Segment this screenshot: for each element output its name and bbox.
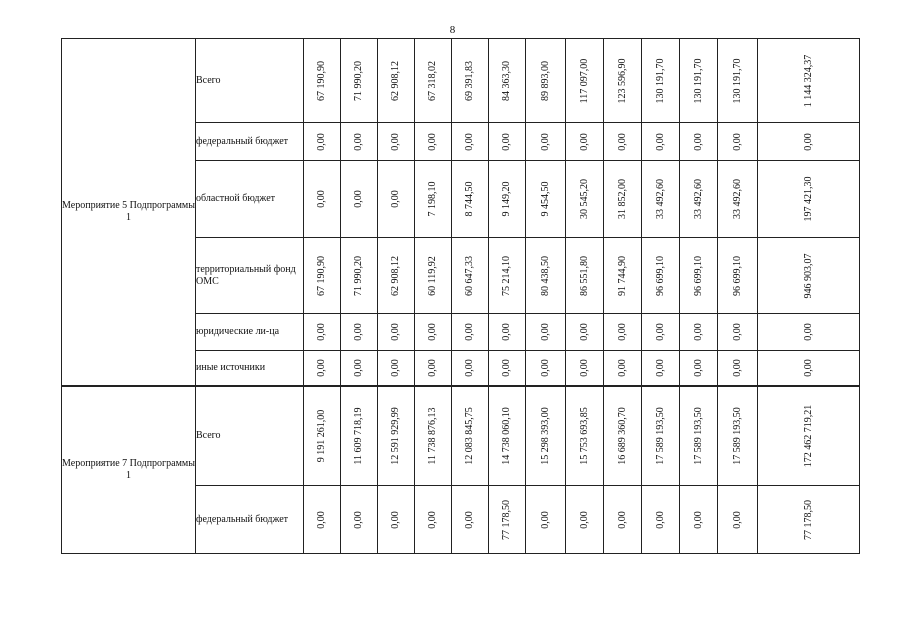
value-cell — [304, 314, 341, 351]
value-text: 0,00 — [616, 359, 628, 377]
value-text: 17 589 193,50 — [692, 407, 704, 465]
value-text: 0,00 — [616, 323, 628, 341]
value-cell — [341, 486, 378, 554]
total-cell — [758, 314, 860, 351]
value-text: 0,00 — [654, 323, 666, 341]
value-cell — [526, 314, 566, 351]
value-cell — [604, 161, 642, 238]
value-text: 0,00 — [353, 510, 364, 529]
total-cell — [758, 39, 860, 123]
value-cell — [304, 386, 341, 486]
funding-source-label: иные источники — [196, 351, 304, 386]
value-text: 0,00 — [501, 132, 512, 151]
value-text: 0,00 — [353, 323, 364, 341]
value-text: 0,00 — [731, 132, 743, 151]
value-cell — [489, 386, 526, 486]
value-text: 0,00 — [464, 323, 475, 341]
value-cell — [642, 39, 680, 123]
value-text: 15 753 693,85 — [578, 407, 590, 465]
total-cell — [758, 486, 860, 554]
value-text: 0,00 — [731, 510, 743, 529]
value-text: 71 990,20 — [353, 255, 364, 296]
value-text: 67 190,90 — [316, 255, 327, 296]
value-text: 0,00 — [427, 323, 438, 341]
value-text: 0,00 — [427, 510, 438, 529]
value-text: 0,00 — [353, 190, 364, 208]
value-cell — [526, 161, 566, 238]
value-cell — [341, 314, 378, 351]
value-text: 71 990,20 — [353, 60, 364, 101]
value-cell — [378, 39, 415, 123]
value-cell — [526, 351, 566, 386]
value-cell — [452, 39, 489, 123]
value-cell — [604, 314, 642, 351]
measure-label: Мероприятие 7 Подпрограммы 1 — [62, 386, 196, 554]
value-text: 11 738 876,13 — [427, 407, 438, 465]
value-text: 0,00 — [692, 132, 704, 151]
value-text: 86 551,80 — [578, 255, 590, 296]
value-cell — [526, 39, 566, 123]
value-cell — [415, 238, 452, 314]
value-cell — [304, 161, 341, 238]
total-cell — [758, 386, 860, 486]
value-text: 75 214,10 — [501, 255, 512, 296]
value-cell — [489, 314, 526, 351]
value-text: 77 178,50 — [802, 499, 814, 540]
value-text: 30 545,20 — [578, 179, 590, 219]
value-text: 0,00 — [353, 132, 364, 151]
value-cell — [304, 486, 341, 554]
value-text: 0,00 — [390, 190, 401, 208]
total-cell — [758, 123, 860, 161]
value-text: 0,00 — [539, 323, 551, 341]
value-text: 12 591 929,99 — [390, 407, 401, 465]
funding-source-label: федеральный бюджет — [196, 123, 304, 161]
value-cell — [378, 386, 415, 486]
value-text: 0,00 — [390, 323, 401, 341]
value-cell — [415, 123, 452, 161]
value-text: 0,00 — [692, 359, 704, 377]
value-text: 0,00 — [578, 510, 590, 529]
funding-source-label: областной бюджет — [196, 161, 304, 238]
value-cell — [489, 486, 526, 554]
value-text: 15 298 393,00 — [539, 407, 551, 465]
value-text: 123 596,90 — [616, 58, 628, 103]
value-cell — [415, 314, 452, 351]
value-cell — [415, 351, 452, 386]
value-text: 69 391,83 — [464, 60, 475, 101]
value-text: 62 908,12 — [390, 60, 401, 101]
value-text: 77 178,50 — [501, 499, 512, 540]
value-cell — [341, 351, 378, 386]
value-cell — [566, 161, 604, 238]
value-text: 0,00 — [578, 359, 590, 377]
value-cell — [566, 123, 604, 161]
value-cell — [566, 238, 604, 314]
value-text: 0,00 — [353, 359, 364, 377]
value-text: 0,00 — [578, 132, 590, 151]
value-cell — [718, 238, 758, 314]
value-cell — [526, 238, 566, 314]
value-text: 16 689 360,70 — [616, 407, 628, 465]
value-text: 33 492,60 — [654, 179, 666, 219]
value-cell — [378, 314, 415, 351]
value-text: 0,00 — [316, 132, 327, 151]
value-cell — [604, 39, 642, 123]
value-text: 0,00 — [654, 132, 666, 151]
value-text: 96 699,10 — [731, 255, 743, 296]
value-cell — [489, 351, 526, 386]
value-text: 0,00 — [390, 132, 401, 151]
total-cell — [758, 351, 860, 386]
value-text: 0,00 — [427, 132, 438, 151]
value-cell — [415, 386, 452, 486]
value-cell — [452, 123, 489, 161]
value-text: 0,00 — [316, 190, 327, 208]
value-text: 117 097,00 — [578, 58, 590, 103]
value-text: 33 492,60 — [692, 179, 704, 219]
value-text: 0,00 — [731, 323, 743, 341]
value-text: 33 492,60 — [731, 179, 743, 219]
value-text: 14 738 060,10 — [501, 407, 512, 465]
value-text: 0,00 — [802, 323, 814, 341]
value-cell — [718, 386, 758, 486]
value-cell — [304, 238, 341, 314]
value-cell — [642, 351, 680, 386]
value-text: 0,00 — [501, 323, 512, 341]
value-text: 1 144 324,37 — [802, 54, 814, 107]
value-text: 60 647,33 — [464, 255, 475, 296]
measure-label: Мероприятие 5 Подпрограммы 1 — [62, 39, 196, 386]
value-cell — [526, 486, 566, 554]
value-cell — [341, 386, 378, 486]
value-cell — [341, 161, 378, 238]
value-text: 0,00 — [802, 132, 814, 151]
value-cell — [566, 314, 604, 351]
value-cell — [304, 351, 341, 386]
value-text: 7 198,10 — [427, 181, 438, 217]
value-cell — [415, 486, 452, 554]
value-cell — [604, 386, 642, 486]
value-text: 0,00 — [464, 510, 475, 529]
value-cell — [680, 238, 718, 314]
value-text: 91 744,90 — [616, 255, 628, 296]
value-cell — [680, 39, 718, 123]
value-cell — [566, 39, 604, 123]
total-cell — [758, 161, 860, 238]
value-text: 0,00 — [390, 510, 401, 529]
value-text: 0,00 — [654, 359, 666, 377]
funding-source-label: Всего — [196, 386, 304, 486]
value-text: 0,00 — [692, 323, 704, 341]
value-text: 62 908,12 — [390, 255, 401, 296]
value-text: 0,00 — [539, 359, 551, 377]
value-cell — [566, 386, 604, 486]
total-cell — [758, 238, 860, 314]
value-text: 130 191,70 — [692, 58, 704, 103]
value-text: 0,00 — [578, 323, 590, 341]
value-cell — [642, 238, 680, 314]
value-cell — [718, 161, 758, 238]
value-cell — [642, 123, 680, 161]
value-text: 0,00 — [616, 132, 628, 151]
value-text: 9 191 261,00 — [316, 409, 327, 462]
value-text: 89 893,00 — [539, 60, 551, 101]
value-text: 31 852,00 — [616, 179, 628, 219]
value-cell — [415, 39, 452, 123]
value-cell — [341, 39, 378, 123]
table-row — [62, 386, 860, 486]
value-text: 0,00 — [501, 359, 512, 377]
value-cell — [378, 351, 415, 386]
value-cell — [604, 486, 642, 554]
funding-source-label: юридические ли-ца — [196, 314, 304, 351]
value-cell — [452, 351, 489, 386]
value-text: 8 744,50 — [464, 181, 475, 217]
value-cell — [489, 39, 526, 123]
value-cell — [680, 351, 718, 386]
value-text: 67 190,90 — [316, 60, 327, 101]
value-text: 9 454,50 — [539, 181, 551, 217]
value-cell — [378, 238, 415, 314]
value-cell — [341, 238, 378, 314]
value-text: 0,00 — [802, 359, 814, 377]
value-text: 9 149,20 — [501, 181, 512, 217]
value-cell — [378, 161, 415, 238]
value-cell — [642, 386, 680, 486]
value-cell — [718, 39, 758, 123]
funding-source-label: Всего — [196, 39, 304, 123]
funding-source-label: федеральный бюджет — [196, 486, 304, 554]
value-cell — [718, 351, 758, 386]
value-text: 0,00 — [464, 359, 475, 377]
value-text: 0,00 — [654, 510, 666, 529]
budget-table — [61, 38, 860, 554]
value-text: 67 318,02 — [427, 60, 438, 101]
value-cell — [489, 123, 526, 161]
value-cell — [680, 386, 718, 486]
value-cell — [452, 314, 489, 351]
value-text: 11 609 718,19 — [353, 407, 364, 465]
table-row — [62, 39, 860, 123]
value-cell — [642, 161, 680, 238]
value-cell — [642, 314, 680, 351]
value-text: 17 589 193,50 — [654, 407, 666, 465]
value-text: 80 438,50 — [539, 255, 551, 296]
value-text: 0,00 — [390, 359, 401, 377]
page-number: 8 — [449, 24, 456, 36]
value-cell — [378, 486, 415, 554]
value-cell — [680, 123, 718, 161]
value-text: 0,00 — [427, 359, 438, 377]
value-cell — [718, 123, 758, 161]
value-text: 12 083 845,75 — [464, 407, 475, 465]
value-text: 0,00 — [316, 359, 327, 377]
value-cell — [378, 123, 415, 161]
value-cell — [680, 314, 718, 351]
value-cell — [604, 123, 642, 161]
value-text: 172 462 719,21 — [802, 404, 814, 467]
value-text: 0,00 — [616, 510, 628, 529]
value-text: 0,00 — [464, 132, 475, 151]
value-cell — [304, 39, 341, 123]
value-text: 946 903,07 — [802, 253, 814, 298]
value-cell — [415, 161, 452, 238]
value-cell — [566, 351, 604, 386]
value-cell — [526, 386, 566, 486]
value-cell — [718, 314, 758, 351]
value-text: 0,00 — [731, 359, 743, 377]
value-text: 60 119,92 — [427, 255, 438, 296]
value-cell — [452, 238, 489, 314]
value-cell — [489, 161, 526, 238]
value-text: 0,00 — [539, 132, 551, 151]
value-cell — [566, 486, 604, 554]
value-cell — [452, 486, 489, 554]
value-text: 130 191,70 — [731, 58, 743, 103]
funding-source-label: территориальный фонд ОМС — [196, 238, 304, 314]
value-cell — [680, 486, 718, 554]
value-text: 96 699,10 — [654, 255, 666, 296]
value-cell — [341, 123, 378, 161]
value-cell — [489, 238, 526, 314]
value-text: 84 363,30 — [501, 60, 512, 101]
value-cell — [604, 238, 642, 314]
value-text: 17 589 193,50 — [731, 407, 743, 465]
value-text: 0,00 — [316, 510, 327, 529]
value-cell — [452, 386, 489, 486]
value-cell — [604, 351, 642, 386]
value-cell — [452, 161, 489, 238]
value-text: 0,00 — [316, 323, 327, 341]
value-text: 0,00 — [692, 510, 704, 529]
value-text: 197 421,30 — [802, 176, 814, 222]
value-cell — [642, 486, 680, 554]
value-text: 0,00 — [539, 510, 551, 529]
value-cell — [680, 161, 718, 238]
value-cell — [304, 123, 341, 161]
value-text: 130 191,70 — [654, 58, 666, 103]
value-cell — [526, 123, 566, 161]
value-cell — [718, 486, 758, 554]
value-text: 96 699,10 — [692, 255, 704, 296]
